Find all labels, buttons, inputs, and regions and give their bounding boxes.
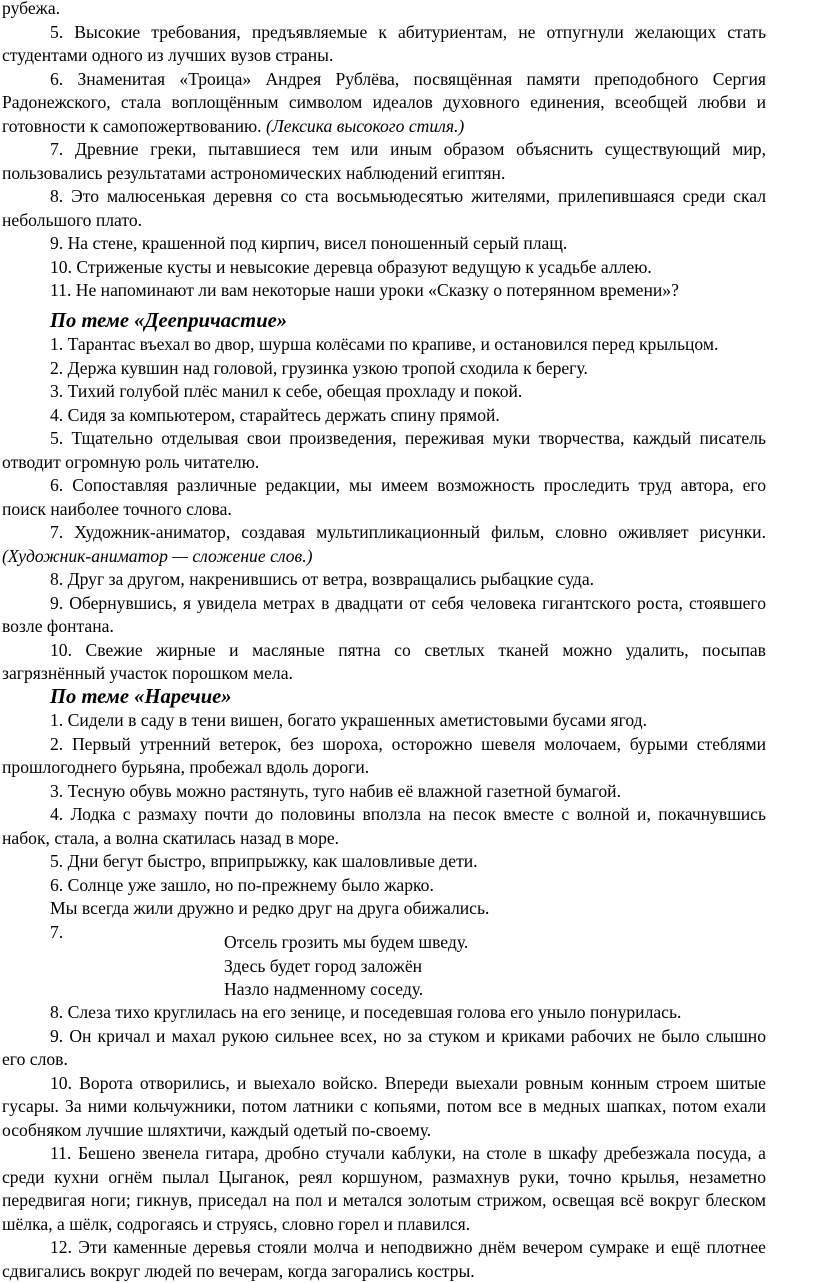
sentence-text: 5. Тщательно отделывая свои произведения, переживая муки творчества, каждый писатель отводит огромную роль читателю. [2, 428, 766, 472]
sentence-item [2, 639, 766, 686]
sentence-item [2, 1001, 766, 1025]
sentence-item [2, 0, 766, 21]
sentence-text: 8. Это малюсенькая деревня со ста восьмьюдесятью жителями, прилепившаяся среди скал небольшого плато. [2, 186, 766, 230]
sentence-text: 10. Свежие жирные и масляные пятна со светлых тканей можно удалить, посыпав загрязнённый участок порошком мела. [2, 639, 766, 683]
verse-line: Отсель грозить мы будем шведу. [224, 932, 469, 952]
sentence-item [2, 357, 766, 381]
sentence-item [2, 592, 766, 639]
sentence-text: 7. [50, 921, 64, 942]
sentence-item [2, 709, 766, 733]
sentence-note: (Лексика высокого стиля.) [265, 115, 465, 136]
section-participles-continued [0, 0, 816, 303]
sentence-text: рубежа. [2, 0, 61, 18]
sentence-text: 3. Тихий голубой плёс манил к себе, обещая прохладу и покой. [50, 381, 523, 401]
sentence-item [2, 474, 766, 521]
sentence-text: 10. Ворота отворились, и выехало войско. Впереди выехали ровным конным строем шитые гусары. За ними кольчужники, потом латники с копьями, потом все в медных шапках, потом ехали особняком лучшие шляхтичи, каждый одетый по-своему. [2, 1072, 766, 1140]
sentence-item [2, 780, 766, 804]
verse-line: Здесь будет город заложён [224, 955, 423, 976]
sentence-text: 9. Обернувшись, я увидела метрах в двадцати от себя человека гигантского роста, стоявшего возле фонтана. [2, 592, 766, 636]
sentence-item [2, 185, 766, 232]
verse-line: Назло надменному соседу. [224, 979, 424, 999]
sentence-item [2, 333, 766, 357]
sentence-text: 8. Слеза тихо круглилась на его зенице, и поседевшая голова его уныло понурилась. [50, 1002, 682, 1022]
section-gerund [0, 333, 816, 686]
sentence-item [2, 21, 766, 68]
sentence-item [2, 897, 766, 921]
sentence-text: 3. Тесную обувь можно растянуть, туго набив её влажной газетной бумагой. [50, 780, 621, 801]
sentence-text: 5. Высокие требования, предъявляемые к абитуриентам, не отпугнули желающих стать студентами одного из лучших вузов страны. [2, 21, 766, 65]
sentence-item [2, 380, 766, 404]
sentence-text: 8. Друг за другом, накренившись от ветра, возвращались рыбацкие суда. [50, 569, 595, 589]
sentence-text: 6. Знаменитая «Троица» Андрея Рублёва, посвящённая памяти преподобного Сергия Радонежского, стала воплощённым символом идеалов духовного единения, всеобщей любви и готовности к самопожертвованию. [2, 68, 766, 136]
sentence-text: 1. Сидели в саду в тени вишен, богато украшенных аметистовыми бусами ягод. [50, 710, 647, 730]
sentence-note: (Художник-аниматор — сложение слов.) [2, 545, 313, 566]
heading-gerund: По теме «Деепричастие» [50, 310, 288, 332]
sentence-text: 12. Эти каменные деревья стояли молча и неподвижно днём вечером сумраке и ещё плотнее сдвигались вокруг людей по вечерам, когда загорались костры. [2, 1237, 766, 1281]
sentence-item [2, 874, 766, 898]
sentence-text: 11. Не напоминают ли вам некоторые наши уроки «Сказку о потерянном времени»? [50, 280, 679, 300]
sentence-item [2, 68, 766, 139]
section-adverb-continued [0, 1001, 816, 1283]
heading-adverb: По теме «Наречие» [50, 686, 232, 708]
sentence-text: 10. Стриженые кусты и невысокие деревца образуют ведущую к усадьбе аллею. [50, 256, 652, 277]
sentence-item [2, 404, 766, 428]
verse-quote [224, 931, 468, 1002]
sentence-text: 4. Сидя за компьютером, старайтесь держать спину прямой. [50, 404, 500, 425]
sentence-item [2, 568, 766, 592]
sentence-text: 9. Он кричал и махал рукою сильнее всех, но за стуком и криками рабочих не было слышно его слов. [2, 1025, 766, 1069]
sentence-item [2, 1025, 766, 1072]
sentence-text: 2. Держа кувшин над головой, грузинка узкою тропой сходила к берегу. [50, 357, 588, 378]
sentence-text: 6. Сопоставляя различные редакции, мы имеем возможность проследить труд автора, его поиск наиболее точного слова. [2, 475, 766, 519]
sentence-text: 6. Солнце уже зашло, но по-прежнему было жарко. [50, 874, 434, 895]
sentence-item [2, 733, 766, 780]
sentence-text: 5. Дни бегут быстро, вприпрыжку, как шаловливые дети. [50, 851, 478, 871]
sentence-item [2, 803, 766, 850]
sentence-text: 7. Художник-аниматор, создавая мультипликационный фильм, словно оживляет рисунки. [50, 522, 766, 542]
sentence-item [2, 850, 766, 874]
sentence-item [2, 279, 766, 303]
sentence-item [2, 521, 766, 568]
sentence-item [2, 427, 766, 474]
sentence-text: 1. Тарантас въехал во двор, шурша колёсами по крапиве, и остановился перед крыльцом. [50, 334, 719, 354]
sentence-text: 11. Бешено звенела гитара, дробно стучали каблуки, на столе в шкафу дребезжала посуда, а среди кухни огнём пылал Цыганок, реял коршуном, размахнув руки, точно крылья, незаметно передвигая ноги; гикнув, приседал на пол и метался золотым стрижом, освещая всё вокруг блеском шёлка, а шёлк, содрогаясь и струясь, словно горел и плавился. [2, 1143, 766, 1234]
sentence-text: Мы всегда жили дружно и редко друг на друга обижались. [50, 898, 490, 918]
sentence-text: 2. Первый утренний ветерок, без шороха, осторожно шевеля молочаем, бурыми стеблями прошлогоднего бурьяна, пробежал вдоль дороги. [2, 733, 766, 777]
sentence-text: 4. Лодка с размаху почти до половины вползла на песок вместе с волной и, покачнувшись набок, стала, а волна скатилась назад в море. [2, 804, 766, 848]
sentence-item [2, 1142, 766, 1236]
sentence-item [2, 138, 766, 185]
sentence-item [2, 232, 766, 256]
sentence-item [2, 256, 766, 280]
sentence-text: 9. На стене, крашенной под кирпич, висел поношенный серый плащ. [50, 233, 568, 253]
section-adverb [0, 709, 816, 944]
sentence-item [2, 1072, 766, 1143]
sentence-text: 7. Древние греки, пытавшиеся тем или иным образом объяснить существующий мир, пользовались результатами астрономических наблюдений египтян. [2, 139, 766, 183]
